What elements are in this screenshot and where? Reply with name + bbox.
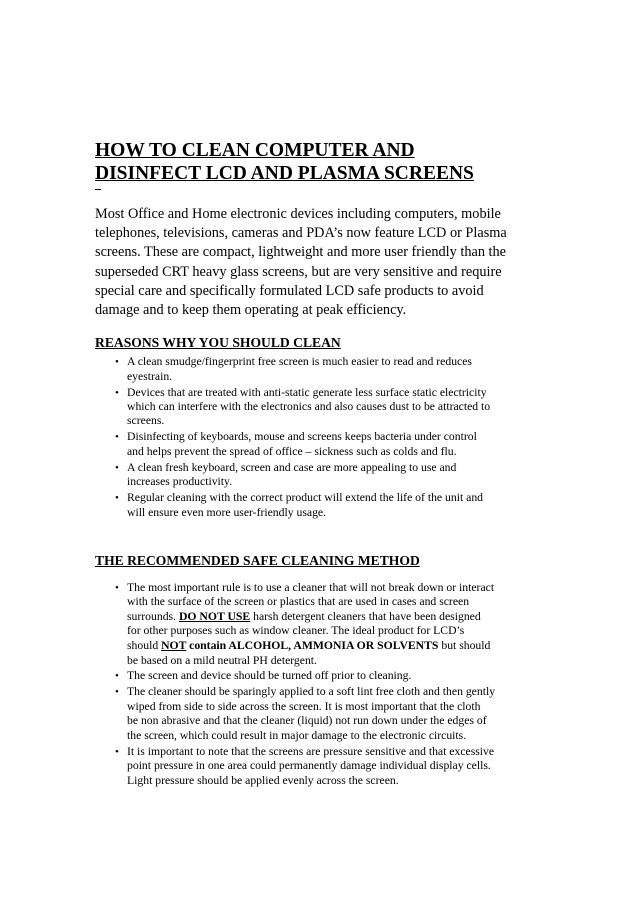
- text-run: but should: [438, 639, 491, 653]
- do-not-use-emphasis: DO NOT USE: [178, 609, 251, 623]
- intro-line: superseded CRT heavy glass screens, but are very sensitive and require: [95, 263, 502, 280]
- bullet-icon: •: [115, 745, 119, 758]
- underline-mark: [95, 189, 101, 190]
- intro-paragraph: [95, 205, 547, 320]
- list-item-line: [127, 639, 547, 654]
- bullet-icon: •: [115, 581, 119, 594]
- document-title: [95, 139, 547, 185]
- reasons-heading: REASONS WHY YOU SHOULD CLEAN: [95, 335, 341, 351]
- list-item: [95, 386, 547, 429]
- bullet-icon: •: [115, 670, 119, 683]
- list-item: [95, 685, 547, 743]
- bullet-icon: •: [115, 356, 119, 369]
- title-line-2: DISINFECT LCD AND PLASMA SCREENS: [95, 163, 474, 184]
- list-item-line: will ensure even more user-friendly usage.: [127, 505, 327, 519]
- text-run: harsh detergent cleaners that have been designed: [250, 609, 481, 623]
- list-item: [95, 461, 547, 490]
- list-item: [95, 491, 547, 520]
- list-item-line: point pressure in one area could permanently damage individual display cells.: [127, 759, 491, 773]
- list-item-line: be based on a mild neutral PH detergent.: [127, 653, 317, 667]
- list-item-line: for other purposes such as window cleaner. The ideal product for LCD’s: [127, 624, 465, 638]
- list-item-line: A clean smudge/fingerprint free screen is much easier to read and reduces: [127, 355, 472, 369]
- list-item: [95, 669, 547, 684]
- bullet-icon: •: [115, 492, 119, 505]
- bullet-icon: •: [115, 386, 119, 399]
- intro-line: telephones, televisions, cameras and PDA’s now feature LCD or Plasma: [95, 225, 507, 242]
- spacer: [95, 522, 547, 552]
- text-run: should: [127, 639, 162, 653]
- list-item: [95, 355, 547, 384]
- intro-line: Most Office and Home electronic devices including computers, mobile: [95, 206, 501, 222]
- list-item: [95, 745, 547, 789]
- intro-line: damage and to keep them operating at peak efficiency.: [95, 302, 407, 319]
- list-item-line: Regular cleaning with the correct product will extend the life of the unit and: [127, 491, 484, 505]
- reasons-list: [95, 355, 547, 520]
- list-item-line: The cleaner should be sparingly applied to a soft lint free cloth and then gently: [127, 685, 496, 699]
- spacer: [95, 569, 547, 581]
- list-item-line: be non abrasive and that the cleaner (liquid) not run down under the edges of: [127, 714, 487, 728]
- list-item-line: and helps prevent the spread of office – sickness such as colds and flu.: [127, 444, 457, 458]
- text-run: surrounds.: [127, 609, 179, 623]
- list-item-line: wiped from side to side across the screen. It is most important that the cloth: [127, 699, 481, 713]
- list-item-line: eyestrain.: [127, 369, 173, 383]
- list-item: [95, 581, 547, 669]
- title-spacer: [95, 185, 547, 205]
- intro-line: special care and specifically formulated LCD safe products to avoid: [95, 282, 484, 299]
- method-list: [95, 581, 547, 789]
- chemicals-emphasis: contain ALCOHOL, AMMONIA OR SOLVENTS: [186, 639, 439, 653]
- document-page: [95, 139, 547, 790]
- list-item-line: the screen, which could result in major damage to the electronic circuits.: [127, 728, 467, 742]
- intro-line: screens. These are compact, lightweight and more user friendly than the: [95, 244, 507, 261]
- bullet-icon: •: [115, 686, 119, 699]
- bullet-icon: •: [115, 461, 119, 474]
- not-emphasis: NOT: [161, 639, 187, 653]
- list-item-line: screens.: [127, 414, 165, 428]
- list-item-line: which can interfere with the electronics and also causes dust to be attracted to: [127, 400, 491, 414]
- list-item: [95, 430, 547, 459]
- title-line-1: HOW TO CLEAN COMPUTER AND: [95, 140, 415, 161]
- list-item-line: Disinfecting of keyboards, mouse and screens keeps bacteria under control: [127, 430, 477, 444]
- list-item-line: The screen and device should be turned off prior to cleaning.: [127, 669, 412, 683]
- bullet-icon: •: [115, 431, 119, 444]
- list-item-line: with the surface of the screen or plastics that are used in cases and screen: [127, 595, 470, 609]
- list-item-line: [127, 610, 547, 625]
- list-item-line: A clean fresh keyboard, screen and case are more appealing to use and: [127, 460, 457, 474]
- method-heading: THE RECOMMENDED SAFE CLEANING METHOD: [95, 552, 420, 568]
- list-item-line: increases productivity.: [127, 475, 233, 489]
- list-item-line: It is important to note that the screens are pressure sensitive and that excessive: [127, 744, 495, 758]
- list-item-line: Light pressure should be applied evenly across the screen.: [127, 773, 399, 787]
- spacer: [95, 320, 547, 334]
- list-item-line: The most important rule is to use a cleaner that will not break down or interact: [127, 580, 495, 594]
- list-item-line: Devices that are treated with anti-static generate less surface static electricity: [127, 385, 487, 399]
